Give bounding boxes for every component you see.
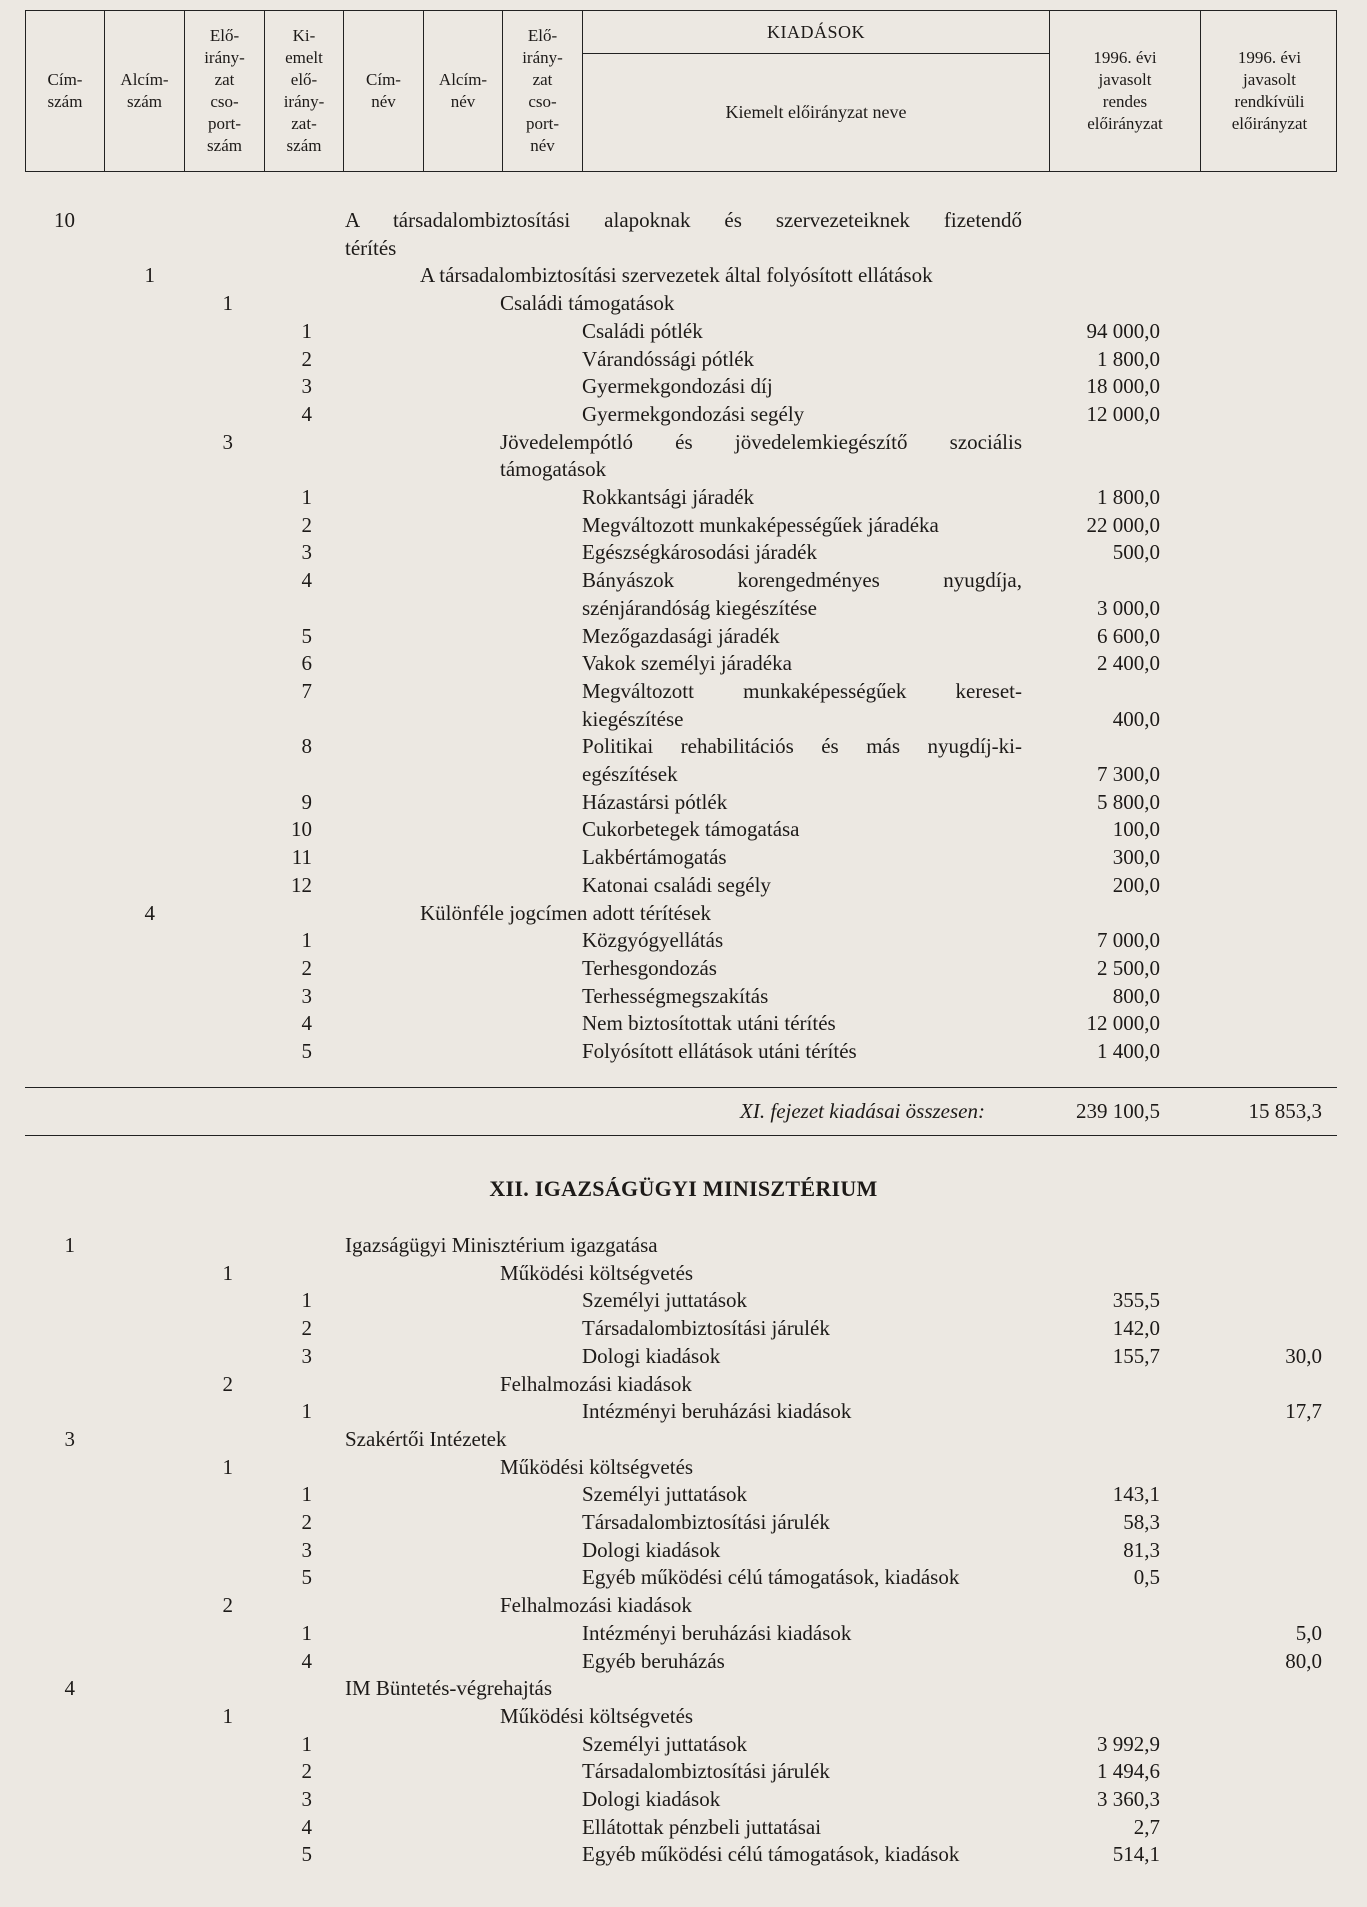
rendes-ertek: 1 494,6 [1097,1759,1160,1784]
total-rule-bottom [25,1135,1337,1136]
row-label: Társadalombiztosítási járulék [582,1759,830,1784]
header-cim-szam [26,11,105,171]
budget-row [0,512,1367,539]
budget-row [0,1841,1367,1868]
rendes-ertek: 2 500,0 [1097,955,1160,980]
row-label: Cukorbetegek támogatása [582,817,800,842]
kiemelt-eloiranyzat-szam: 5 [301,1565,312,1590]
budget-row [0,373,1367,400]
header-alcim-nev [424,11,503,171]
rendes-ertek: 514,1 [1112,1842,1160,1867]
kiemelt-eloiranyzat-szam: 10 [291,817,312,842]
eloiranyzat-csoport-szam: 1 [222,1260,233,1285]
row-label: Társadalombiztosítási járulék [582,1510,830,1534]
row-label: Szakértői Intézetek [345,1426,507,1451]
row-label: IM Büntetés-végrehajtás [345,1676,553,1701]
budget-row [0,1620,1367,1647]
budget-row [0,1315,1367,1342]
kiemelt-eloiranyzat-szam: 12 [291,872,312,897]
budget-row [0,816,1367,843]
kiemelt-eloiranyzat-szam: 3 [301,983,312,1008]
budget-row [0,484,1367,511]
budget-row [0,1038,1367,1065]
row-label: A társadalombiztosítási alapoknak és szervezeteiknek fizetendő [345,208,1022,232]
budget-row [0,733,1367,760]
rendes-ertek: 355,5 [1112,1288,1160,1313]
kiemelt-eloiranyzat-szam: 8 [301,734,312,759]
budget-row [0,1731,1367,1758]
budget-row [0,1398,1367,1425]
budget-row [0,650,1367,677]
rendes-ertek: 3 992,9 [1097,1731,1160,1756]
header-eloir-csop-nev-label: Elő- irány- zat cso- port- név [522,26,563,155]
budget-row [0,1343,1367,1370]
row-label: Egyéb működési célú támogatások, kiadások [582,1565,960,1590]
rendes-ertek: 500,0 [1112,540,1160,565]
row-label: Jövedelempótló és jövedelemkiegészítő szociális [500,429,1022,454]
budget-row [0,539,1367,566]
kiemelt-eloiranyzat-szam: 1 [301,1620,312,1645]
row-label: Családi pótlék [582,318,703,343]
row-label: Házastársi pótlék [582,789,728,814]
budget-row [0,456,1367,483]
kiemelt-eloiranyzat-szam: 4 [301,1011,312,1036]
row-label: Katonai családi segély [582,872,771,897]
kiemelt-eloiranyzat-szam: 2 [301,1759,312,1784]
row-label: Működési költségvetés [500,1454,694,1479]
budget-row [0,1675,1367,1702]
kiemelt-eloiranyzat-szam: 1 [301,1482,312,1507]
header-alcim-nev-label: Alcím- név [438,70,488,111]
eloiranyzat-csoport-szam: 2 [222,1593,233,1618]
rendkivuli-ertek: 5,0 [1295,1620,1322,1645]
row-label: Igazságügyi Minisztérium igazgatása [345,1233,658,1257]
kiemelt-eloiranyzat-szam: 3 [301,1787,312,1811]
rendes-ertek: 3 000,0 [1097,595,1160,620]
eloiranyzat-csoport-szam: 1 [222,1454,233,1479]
header-cim-szam-label: Cím- szám [47,70,83,111]
row-label: Felhalmozási kiadások [500,1593,692,1618]
budget-row [0,1426,1367,1453]
rendes-ertek: 800,0 [1112,983,1160,1008]
kiemelt-eloiranyzat-szam: 3 [301,1343,312,1368]
rendes-ertek: 400,0 [1112,706,1160,731]
chapter-total-rendes: 239 100,5 [1076,1099,1160,1123]
row-label: Dologi kiadások [582,1537,721,1562]
row-label: Folyósított ellátások utáni térítés [582,1039,857,1063]
rendes-ertek: 142,0 [1112,1316,1160,1341]
row-label: Rokkantsági járadék [582,485,755,509]
header-kiadasok: KIADÁSOK [767,22,865,42]
header-rendkivuli-eloiranyzat [1201,11,1338,171]
budget-row [0,789,1367,816]
kiemelt-eloiranyzat-szam: 5 [301,1039,312,1063]
budget-row [0,623,1367,650]
row-label: Személyi juttatások [582,1288,748,1313]
row-label: Működési költségvetés [500,1703,694,1728]
rendes-ertek: 1 400,0 [1097,1039,1160,1063]
kiemelt-eloiranyzat-szam: 9 [301,789,312,814]
header-kiemelt-eloiranyzat-szam [265,11,344,171]
row-label: Gyermekgondozási díj [582,374,773,399]
header-eloiranyzat-csoport-szam [185,11,265,171]
kiemelt-eloiranyzat-szam: 1 [301,1288,312,1313]
row-label: kiegészítése [582,706,684,731]
row-label: Egyéb működési célú támogatások, kiadások [582,1842,960,1867]
header-kiemelt-szam-label: Ki- emelt elő- irány- zat- szám [283,26,325,155]
kiemelt-eloiranyzat-szam: 5 [301,623,312,648]
row-label: támogatások [500,457,607,482]
kiemelt-eloiranyzat-szam: 2 [301,346,312,371]
kiemelt-eloiranyzat-szam: 3 [301,540,312,565]
budget-row [0,567,1367,594]
row-label: Működési költségvetés [500,1260,694,1285]
rendes-ertek: 5 800,0 [1097,789,1160,814]
budget-row [0,595,1367,622]
budget-row [0,1592,1367,1619]
budget-row [0,1786,1367,1813]
total-rule-top [25,1087,1337,1088]
row-label: Várandóssági pótlék [582,346,755,371]
kiemelt-eloiranyzat-szam: 1 [301,1731,312,1756]
alcim-szam: 4 [144,900,155,925]
header-kiadasok-group [583,11,1050,171]
header-rendkivuli-label: 1996. évi javasolt rendkívüli előirányzat [1231,48,1308,133]
budget-row [0,955,1367,982]
budget-row [0,678,1367,705]
budget-row [0,290,1367,317]
row-label: Dologi kiadások [582,1343,721,1368]
rendes-ertek: 1 800,0 [1097,485,1160,509]
kiemelt-eloiranyzat-szam: 4 [301,401,312,426]
rendes-ertek: 81,3 [1123,1537,1160,1562]
kiemelt-eloiranyzat-szam: 2 [301,512,312,537]
kiemelt-eloiranyzat-szam: 1 [301,1399,312,1424]
budget-row [0,346,1367,373]
chapter-total-row [0,1096,1367,1126]
rendes-ertek: 200,0 [1112,872,1160,897]
row-label: Családi támogatások [500,291,675,316]
rendes-ertek: 2 400,0 [1097,651,1160,676]
kiemelt-eloiranyzat-szam: 4 [301,1814,312,1839]
kiemelt-eloiranyzat-szam: 1 [301,485,312,509]
budget-row [0,1010,1367,1037]
rendes-ertek: 143,1 [1112,1482,1160,1507]
row-label: Gyermekgondozási segély [582,401,805,426]
header-alcim-szam-label: Alcím- szám [120,70,169,111]
table-header [25,10,1337,172]
kiemelt-eloiranyzat-szam: 4 [301,568,312,593]
budget-row [0,1481,1367,1508]
budget-row [0,262,1367,289]
eloiranyzat-csoport-szam: 1 [222,1703,233,1728]
budget-row [0,761,1367,788]
row-label: Terhesgondozás [582,955,717,980]
budget-row [0,1648,1367,1675]
header-kiemelt-eloiranyzat-neve: Kiemelt előirányzat neve [725,102,907,122]
rendes-ertek: 7 300,0 [1097,762,1160,786]
row-label: térítés [345,235,397,260]
budget-row [0,1454,1367,1481]
header-eloiranyzat-csoport-nev [503,11,583,171]
section-title: XII. IGAZSÁGÜGYI MINISZTÉRIUM [489,1176,878,1201]
cim-szam: 1 [64,1233,75,1257]
row-label: Egyéb beruházás [582,1648,725,1673]
rendes-ertek: 58,3 [1123,1510,1160,1534]
eloiranyzat-csoport-szam: 2 [222,1371,233,1396]
row-label: Ellátottak pénzbeli juttatásai [582,1814,822,1839]
kiemelt-eloiranyzat-szam: 1 [301,318,312,343]
budget-row [0,927,1367,954]
kiemelt-eloiranyzat-szam: 2 [301,1316,312,1341]
row-label: Különféle jogcímen adott térítések [420,900,711,925]
budget-row [0,1564,1367,1591]
kiemelt-eloiranyzat-szam: 3 [301,374,312,399]
kiemelt-eloiranyzat-szam: 11 [291,845,312,870]
budget-row [0,983,1367,1010]
kiemelt-eloiranyzat-szam: 4 [301,1648,312,1673]
row-label: Dologi kiadások [582,1787,721,1811]
header-rendes-label: 1996. évi javasolt rendes előirányzat [1087,48,1163,133]
budget-row [0,1814,1367,1841]
rendes-ertek: 22 000,0 [1086,512,1160,537]
kiemelt-eloiranyzat-szam: 5 [301,1842,312,1867]
header-cim-nev-label: Cím- név [366,70,401,111]
kiemelt-eloiranyzat-szam: 7 [301,678,312,703]
budget-row [0,844,1367,871]
row-label: Intézményi beruházási kiadások [582,1620,852,1645]
rendes-ertek: 6 600,0 [1097,623,1160,648]
budget-row [0,1371,1367,1398]
budget-row [0,1509,1367,1536]
row-label: Mezőgazdasági járadék [582,623,780,648]
budget-row [0,1232,1367,1259]
row-label: Közgyógyellátás [582,928,724,953]
row-label: szénjárandóság kiegészítése [582,595,817,620]
rendes-ertek: 7 000,0 [1097,928,1160,953]
row-label: Megváltozott munkaképességűek járadéka [582,512,939,537]
eloiranyzat-csoport-szam: 1 [222,291,233,316]
rendkivuli-ertek: 30,0 [1285,1343,1322,1368]
rendes-ertek: 155,7 [1112,1343,1160,1368]
kiemelt-eloiranyzat-szam: 2 [301,1510,312,1534]
kiemelt-eloiranyzat-szam: 1 [301,928,312,953]
cim-szam: 4 [64,1676,75,1701]
row-label: Személyi juttatások [582,1482,748,1507]
row-label: Nem biztosítottak utáni térítés [582,1011,836,1036]
budget-row [0,1537,1367,1564]
rendes-ertek: 12 000,0 [1086,1011,1160,1036]
rendes-ertek: 100,0 [1112,817,1160,842]
budget-row [0,1703,1367,1730]
row-label: Egészségkárosodási járadék [582,540,817,565]
row-label: Terhességmegszakítás [582,983,769,1008]
row-label: egészítések [582,762,678,786]
rendes-ertek: 2,7 [1133,1814,1160,1839]
rendkivuli-ertek: 80,0 [1285,1648,1322,1673]
row-label: A társadalombiztosítási szervezetek által folyósított ellátások [420,263,933,288]
row-label: Bányászok korengedményes nyugdíja, [582,568,1022,593]
rendes-ertek: 300,0 [1112,845,1160,870]
header-eloir-csop-szam-label: Elő- irány- zat cso- port- szám [204,26,245,155]
row-label: Vakok személyi járadéka [582,651,792,676]
rendkivuli-ertek: 17,7 [1285,1399,1322,1424]
header-alcim-szam [105,11,185,171]
kiemelt-eloiranyzat-szam: 6 [301,651,312,676]
budget-row [0,318,1367,345]
budget-row [0,1260,1367,1287]
chapter-total-label: XI. fejezet kiadásai összesen: [740,1099,985,1123]
cim-szam: 10 [54,208,75,232]
budget-row [0,401,1367,428]
row-label: Intézményi beruházási kiadások [582,1399,852,1424]
kiemelt-eloiranyzat-szam: 2 [301,955,312,980]
budget-row [0,706,1367,733]
header-rendes-eloiranyzat [1050,11,1201,171]
cim-szam: 3 [64,1426,75,1451]
rendes-ertek: 3 360,3 [1097,1787,1160,1811]
rendes-ertek: 18 000,0 [1086,374,1160,399]
chapter-total-rendkivuli: 15 853,3 [1248,1099,1322,1123]
row-label: Megváltozott munkaképességűek kereset- [582,678,1022,703]
budget-row [0,429,1367,456]
budget-row [0,207,1367,234]
kiemelt-eloiranyzat-szam: 3 [301,1537,312,1562]
rendes-ertek: 94 000,0 [1086,318,1160,343]
header-cim-nev [344,11,424,171]
budget-row [0,872,1367,899]
budget-row [0,900,1367,927]
row-label: Társadalombiztosítási járulék [582,1316,830,1341]
eloiranyzat-csoport-szam: 3 [222,429,233,454]
row-label: Politikai rehabilitációs és más nyugdíj-ki- [582,734,1022,759]
rendes-ertek: 0,5 [1133,1565,1160,1590]
rendes-ertek: 1 800,0 [1097,346,1160,371]
budget-row [0,1758,1367,1785]
row-label: Személyi juttatások [582,1731,748,1756]
row-label: Lakbértámogatás [582,845,727,870]
row-label: Felhalmozási kiadások [500,1371,692,1396]
budget-row [0,1287,1367,1314]
alcim-szam: 1 [144,263,155,288]
budget-row [0,235,1367,262]
rendes-ertek: 12 000,0 [1086,401,1160,426]
